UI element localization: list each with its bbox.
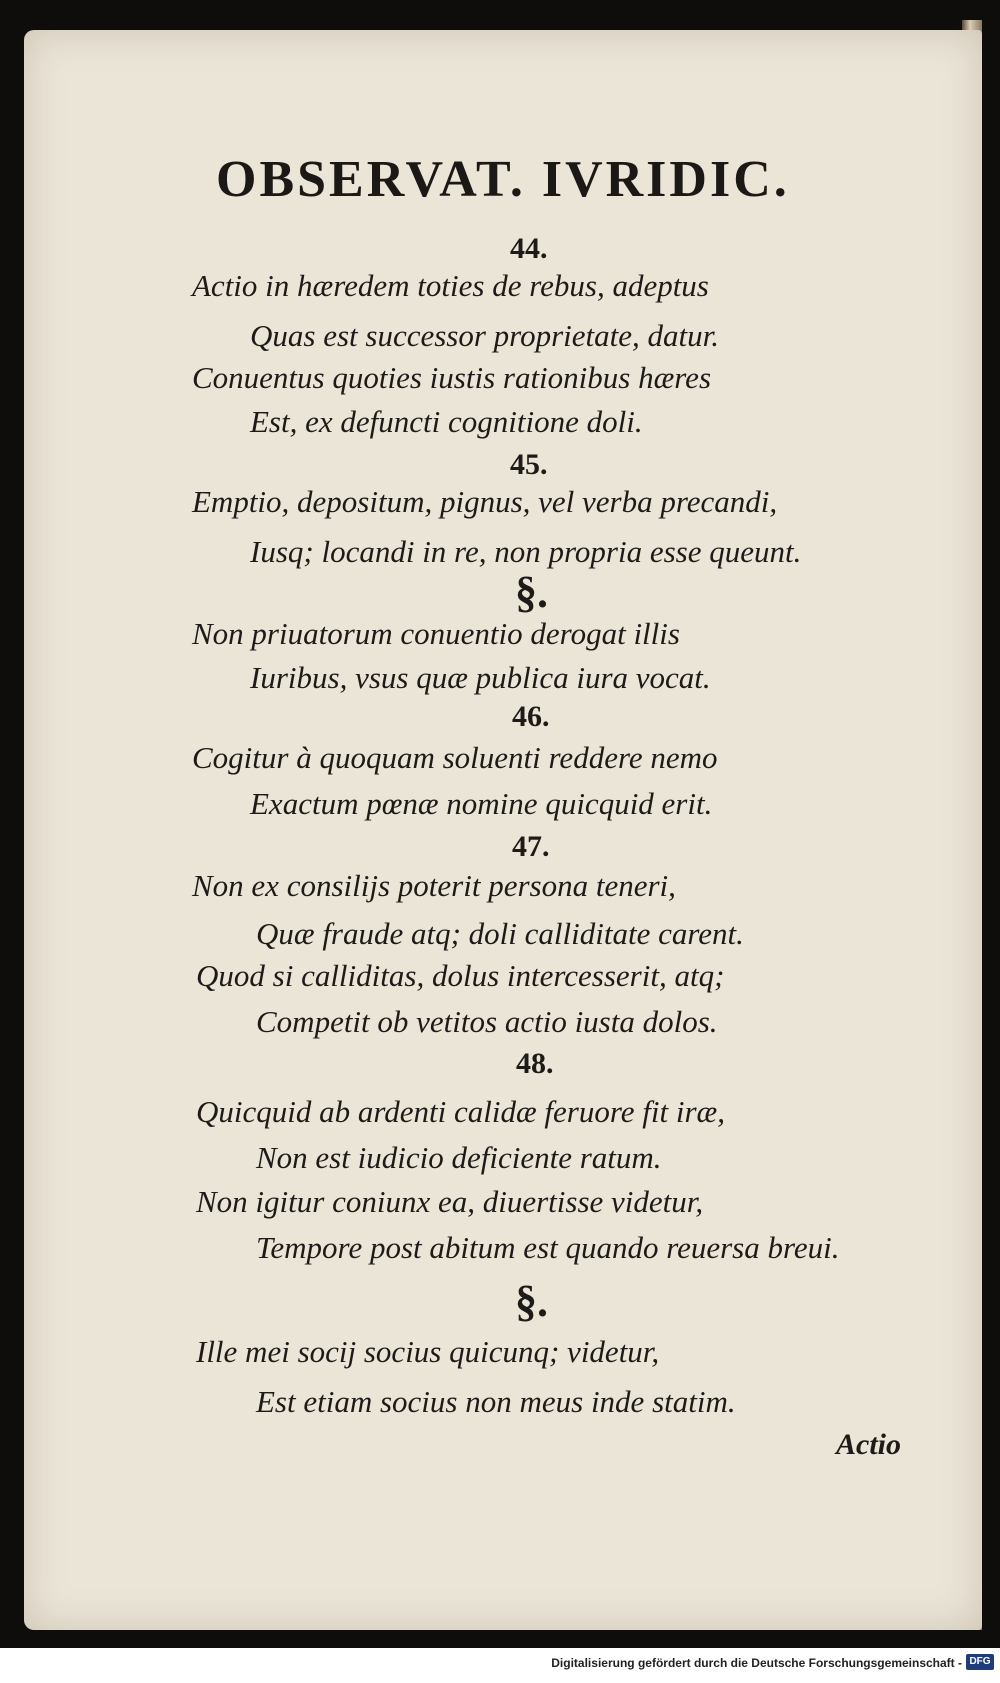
section-mark: §.	[515, 1277, 548, 1326]
verse-line: Competit ob vetitos actio iusta dolos.	[256, 1004, 718, 1039]
footer-bar	[0, 1648, 1000, 1683]
verse-line: Emptio, depositum, pignus, vel verba precandi,	[192, 484, 778, 519]
dfg-logo: DFG	[966, 1654, 994, 1670]
section-number: 44.	[510, 232, 548, 265]
verse-line: Quæ fraude atq; doli calliditate carent.	[256, 916, 744, 951]
verse-line: Exactum pœnæ nomine quicquid erit.	[250, 786, 713, 821]
section-mark: §.	[515, 568, 548, 617]
footer-credit: Digitalisierung gefördert durch die Deutsche Forschungsgemeinschaft -	[551, 1656, 962, 1670]
verse-line: Conuentus quoties iustis rationibus hæres	[192, 360, 712, 395]
verse-line: Tempore post abitum est quando reuersa breui.	[256, 1230, 840, 1265]
verse-line: Actio in hæredem toties de rebus, adeptus	[192, 268, 709, 303]
verse-line: Ille mei socij socius quicunq; videtur,	[196, 1334, 660, 1369]
section-number: 47.	[512, 830, 550, 863]
verse-line: Iusq; locandi in re, non propria esse queunt.	[250, 534, 802, 569]
verse-line: Quas est successor proprietate, datur.	[250, 318, 719, 353]
verse-line: Est etiam socius non meus inde statim.	[256, 1384, 736, 1419]
verse-line: Quicquid ab ardenti calidæ feruore fit iræ,	[196, 1094, 725, 1129]
verse-line: Non priuatorum conuentio derogat illis	[192, 616, 680, 651]
section-number: 46.	[512, 700, 550, 733]
verse-line: Cogitur à quoquam soluenti reddere nemo	[192, 740, 718, 775]
verse-line: Non igitur coniunx ea, diuertisse videtur,	[196, 1184, 704, 1219]
verse-line: Est, ex defuncti cognitione doli.	[250, 404, 643, 439]
catchword: Actio	[836, 1428, 901, 1461]
section-number: 45.	[510, 448, 548, 481]
section-number: 48.	[516, 1047, 554, 1080]
page-title: OBSERVAT. IVRIDIC.	[216, 151, 790, 208]
verse-line: Non est iudicio deficiente ratum.	[256, 1140, 662, 1175]
verse-line: Quod si calliditas, dolus intercesserit, atq;	[196, 958, 725, 993]
verse-line: Iuribus, vsus quæ publica iura vocat.	[250, 660, 711, 695]
verse-line: Non ex consilijs poterit persona teneri,	[192, 868, 676, 903]
